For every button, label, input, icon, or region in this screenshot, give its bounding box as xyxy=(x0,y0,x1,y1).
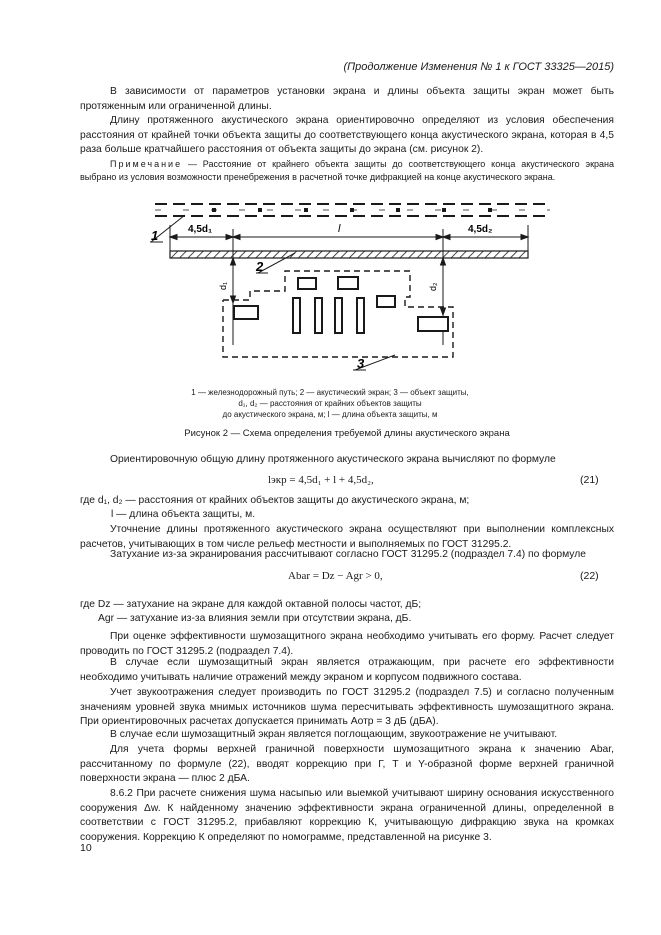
formula-21-number: (21) xyxy=(580,474,599,486)
label-railway: 1 xyxy=(151,228,159,243)
formula-22-where-1: где Dz — затухание на экране для каждой октавной полосы частот, дБ; xyxy=(80,599,422,610)
d2-label: d₂ xyxy=(428,282,438,291)
figure-2-diagram xyxy=(140,195,560,380)
formula-21-where-1: где d₁, d₂ — расстояния от крайних объектов защиты до акустического экрана, м; xyxy=(80,495,470,506)
acoustic-screen xyxy=(170,251,528,258)
formula-22-number: (22) xyxy=(580,570,599,582)
dim-mid-label: l xyxy=(338,223,341,235)
paragraph-8-6-2: 8.6.2 При расчете снижения шума насыпью или выемкой учитывают ширину основания искусственного сооружения Δw. К найденному значению эффективности экрана ограниченной длины, определенной в соответствии с ГОСТ 31295.2, прибавляют коррекцию К, учитывающую дифракцию звука на кромках сооружения. Коррекцию К определяют по номограмме, представленной на рисунке 3. xyxy=(80,788,614,843)
paragraph-attenuation: Затухание из-за экранирования рассчитывают согласно ГОСТ 31295.2 (подраздел 7.4) по формуле xyxy=(110,549,586,560)
formula-21-where-2: l — длина объекта защиты, м. xyxy=(111,509,256,520)
legend-line-2: d₁, d₂ — расстояния от крайних объектов защиты xyxy=(238,399,422,408)
note xyxy=(80,158,614,184)
label-screen: 2 xyxy=(256,259,264,274)
page-header: (Продолжение Изменения № 1 к ГОСТ 33325—2015) xyxy=(343,61,614,73)
buildings xyxy=(234,277,448,333)
figure-caption: Рисунок 2 — Схема определения требуемой длины акустического экрана xyxy=(184,428,510,439)
formula-22-where-2: Agr — затухание из-за влияния земли при отсутствии экрана, дБ. xyxy=(98,613,412,624)
formula-22: Abar = Dz − Agr > 0, xyxy=(288,570,383,582)
note-text: — Расстояние от крайнего объекта защиты до соответствующего конца акустического экрана выбрано из условия возможности пренебрежения в расчетной точке дифракцией на конце акустического экрана. xyxy=(80,159,614,182)
dim-right-label: 4,5d₂ xyxy=(468,224,493,235)
label-object: 3 xyxy=(357,356,365,371)
d1-label: d₁ xyxy=(218,281,228,290)
formula-21: lэкр = 4,5d₁ + l + 4,5d₂, xyxy=(268,474,374,486)
paragraph-shape: При оценке эффективности шумозащитного экрана необходимо учитывать его форму. Расчет следует проводить по ГОСТ 31295.2 (подраздел 7.4). xyxy=(80,631,614,657)
paragraph-screen-length: Длину протяженного акустического экрана ориентировочно определяют из условия обеспечения расстояния от крайней точки объекта защиты до соответствующего конца акустического экрана, которая в 4,5 раза больше кратчайшего расстояния от объекта защиты до экрана (см. рисунок 2). xyxy=(80,115,614,155)
paragraph-screen-type: В зависимости от параметров установки экрана и длины объекта защиты экран может быть протяженным или ограниченной длины. xyxy=(80,86,614,112)
legend-line-3: до акустического экрана, м; l — длина объекта защиты, м xyxy=(222,410,438,419)
figure-legend xyxy=(150,387,510,420)
paragraph-absorbing: В случае если шумозащитный экран является поглощающим, звукоотражение не учитывают. xyxy=(110,729,558,740)
paragraph-reflective: В случае если шумозащитный экран является отражающим, при расчете его эффективности необходимо учитывать наличие отражений между экраном и корпусом подвижного состава. xyxy=(80,657,614,683)
note-label: Примечание xyxy=(110,159,183,169)
paragraph-reflection-calc: Учет звукоотражения следует производить по ГОСТ 31295.2 (подраздел 7.5) и согласно полученным значениям уровней звука мнимых источников шума пересчитывать эффективность шумозащитного экрана. При ориентировочных расчетах допускается принимать Аотр = 3 дБ (дБА). xyxy=(80,687,614,727)
dim-left-label: 4,5d₁ xyxy=(188,224,213,235)
paragraph-refine: Уточнение длины протяженного акустического экрана осуществляют при выполнении комплексных расчетов, учитывающих в том числе рельеф местности и выполняемых по ГОСТ 31295.2. xyxy=(80,524,614,550)
legend-line-1: 1 — железнодорожный путь; 2 — акустический экран; 3 — объект защиты, xyxy=(191,388,469,397)
formula-21-intro: Ориентировочную общую длину протяженного акустического экрана вычисляют по формуле xyxy=(110,454,556,465)
paragraph-top-shape: Для учета формы верхней граничной поверхности шумозащитного экрана к значению Abar, рассчитанному по формуле (22), вводят коррекцию при Г, Т и Y-образной форме верхней граничной поверхности экрана — плюс 2 дБА. xyxy=(80,744,614,784)
page-number: 10 xyxy=(80,842,92,854)
